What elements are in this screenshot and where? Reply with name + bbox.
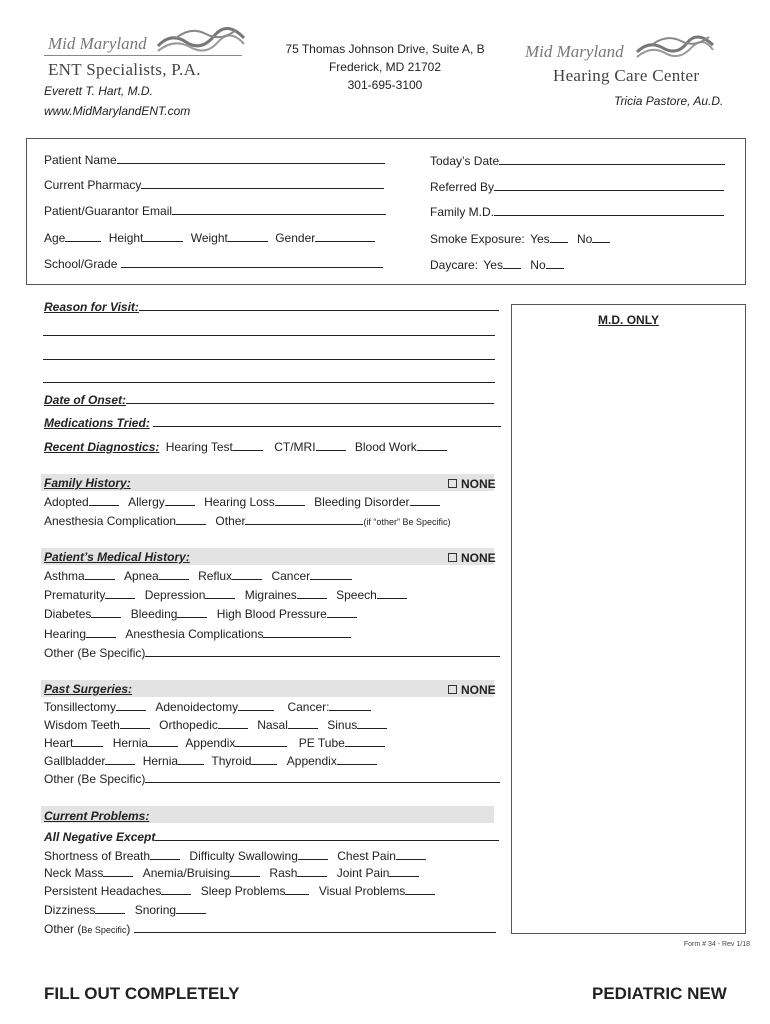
- sob-label: Shortness of Breath: [44, 849, 151, 863]
- hernia-label: Hernia: [112, 736, 149, 750]
- medical-history-title: Patient’s Medical History:: [44, 550, 190, 564]
- anesthesia-complications-field[interactable]: [263, 627, 351, 638]
- patient-name-field[interactable]: [44, 153, 385, 167]
- ent-logo-script: Mid Maryland: [48, 34, 147, 53]
- email-field[interactable]: [44, 204, 386, 218]
- current-problems-row-3: [44, 884, 435, 898]
- todays-date-label: Today’s Date: [430, 154, 500, 168]
- age-field[interactable]: [65, 231, 101, 242]
- phone-number: 301-695-3100: [347, 78, 423, 92]
- rash-label: Rash: [269, 866, 298, 880]
- past-surgeries-row-2: [44, 718, 387, 732]
- address-block: [270, 40, 500, 94]
- rash-field[interactable]: [297, 866, 327, 877]
- medical-history-other-field[interactable]: [44, 646, 500, 660]
- daycare-yes-label: Yes: [483, 258, 503, 272]
- speech-label: Speech: [336, 588, 377, 602]
- family-history-none-checkbox[interactable]: [448, 477, 496, 491]
- appendix-2-field[interactable]: [337, 754, 377, 765]
- website: www.MidMarylandENT.com: [44, 104, 191, 118]
- joint-pain-label: Joint Pain: [336, 866, 390, 880]
- heart-label: Heart: [44, 736, 74, 750]
- asthma-field[interactable]: [85, 569, 115, 580]
- snoring-field[interactable]: [176, 903, 206, 914]
- problems-other-note: Be Specific: [81, 925, 127, 935]
- footer-pediatric-new: PEDIATRIC NEW: [592, 984, 727, 1003]
- audiologist-name: Tricia Pastore, Au.D.: [614, 94, 724, 108]
- prematurity-label: Prematurity: [44, 588, 106, 602]
- nasal-field[interactable]: [288, 718, 318, 729]
- wave-mark-icon: [635, 32, 715, 60]
- address-line-1: 75 Thomas Johnson Drive, Suite A, B: [285, 42, 485, 56]
- hearing-logo-name: Hearing Care Center: [553, 66, 700, 85]
- appendix-field[interactable]: [235, 736, 287, 747]
- sinus-label: Sinus: [327, 718, 358, 732]
- problems-other-close: ): [126, 922, 131, 936]
- all-negative-label: All Negative Except: [44, 830, 156, 844]
- checkbox-icon: [448, 479, 457, 488]
- pharmacy-field[interactable]: [44, 178, 384, 192]
- school-grade-label: School/Grade: [44, 257, 118, 271]
- anemia-label: Anemia/Bruising: [142, 866, 231, 880]
- prematurity-field[interactable]: [105, 588, 135, 599]
- bleeding-label: Bleeding: [130, 607, 178, 621]
- sob-field[interactable]: [150, 849, 180, 860]
- hearing-label: Hearing: [44, 627, 87, 641]
- anesthesia-label: Anesthesia Complication: [44, 514, 177, 528]
- past-surgeries-other-field[interactable]: [44, 772, 500, 786]
- past-surgeries-title: Past Surgeries:: [44, 682, 133, 696]
- smoke-yes-label: Yes: [530, 232, 550, 246]
- daycare-yes-field[interactable]: [503, 258, 521, 269]
- reflux-field[interactable]: [232, 569, 262, 580]
- hbp-field[interactable]: [327, 607, 357, 618]
- medical-other-label: Other (Be Specific): [44, 646, 146, 660]
- family-history-row-2: [44, 514, 450, 528]
- past-surgeries-none-checkbox[interactable]: [448, 683, 496, 697]
- current-problems-row-4: [44, 903, 206, 917]
- ct-mri-label: CT/MRI: [274, 440, 316, 454]
- reason-line-2[interactable]: [43, 335, 495, 336]
- smoke-no-label: No: [576, 232, 593, 246]
- reason-line-3[interactable]: [43, 359, 495, 360]
- adenoidectomy-field[interactable]: [238, 700, 274, 711]
- logo-divider: [44, 55, 242, 56]
- cancer-label: Cancer: [271, 569, 311, 583]
- surgery-cancer-label: Cancer:: [287, 700, 330, 714]
- ent-logo-name: ENT Specialists, P.A.: [48, 60, 201, 79]
- migraines-label: Migraines: [244, 588, 297, 602]
- hearing-logo: [525, 30, 735, 90]
- adenoidectomy-label: Adenoidectomy: [155, 700, 239, 714]
- wisdom-teeth-field[interactable]: [120, 718, 150, 729]
- swallowing-field[interactable]: [298, 849, 328, 860]
- speech-field[interactable]: [377, 588, 407, 599]
- pharmacy-label: Current Pharmacy: [44, 178, 142, 192]
- past-surgeries-row-1: [44, 700, 371, 714]
- past-surgeries-title-text: Past Surgeries: [44, 682, 129, 696]
- height-label: Height: [108, 231, 144, 245]
- pe-tube-label: PE Tube: [298, 736, 345, 750]
- allergy-field[interactable]: [165, 495, 195, 506]
- smoke-yes-field[interactable]: [550, 232, 568, 243]
- neck-mass-label: Neck Mass: [44, 866, 104, 880]
- depression-label: Depression: [144, 588, 206, 602]
- daycare-no-label: No: [530, 258, 546, 272]
- date-of-onset-field[interactable]: Date of Onset:: [44, 393, 494, 407]
- weight-label: Weight: [190, 231, 228, 245]
- surgery-cancer-field[interactable]: [329, 700, 371, 711]
- hearing-loss-field[interactable]: [275, 495, 305, 506]
- family-other-field[interactable]: [245, 514, 363, 525]
- email-label: Patient/Guarantor Email: [44, 204, 173, 218]
- age-label: Age: [44, 231, 66, 245]
- bleeding-disorder-field[interactable]: [410, 495, 440, 506]
- snoring-label: Snoring: [134, 903, 177, 917]
- family-other-label: Other: [215, 514, 246, 528]
- joint-pain-field[interactable]: [389, 866, 419, 877]
- doctor-name: Everett T. Hart, M.D.: [44, 84, 153, 98]
- bleeding-disorder-label: Bleeding Disorder: [314, 495, 410, 509]
- none-label: NONE: [461, 551, 496, 565]
- anesthesia-field[interactable]: [176, 514, 206, 525]
- school-grade-field[interactable]: [44, 257, 383, 271]
- visual-label: Visual Problems: [318, 884, 406, 898]
- tonsillectomy-label: Tonsillectomy: [44, 700, 117, 714]
- hernia-field[interactable]: [148, 736, 178, 747]
- daycare-row: [430, 258, 564, 272]
- pe-tube-field[interactable]: [345, 736, 385, 747]
- current-problems-row-2: [44, 866, 419, 880]
- footer-fill-out: FILL OUT COMPLETELY: [44, 984, 240, 1003]
- none-label: NONE: [461, 683, 496, 697]
- recent-diagnostics-row: Recent Diagnostics: Hearing Test CT/MRI Blood Work: [44, 440, 447, 454]
- medical-history-row-1: [44, 569, 352, 583]
- problems-other-label: Other (: [44, 922, 82, 936]
- current-problems-title-text: Current Problems: [44, 809, 146, 823]
- tonsillectomy-field[interactable]: [116, 700, 146, 711]
- allergy-label: Allergy: [128, 495, 165, 509]
- onset-label: Date of Onset: [44, 393, 123, 407]
- family-history-row-1: [44, 495, 440, 509]
- thyroid-label: Thyroid: [211, 754, 252, 768]
- appendix-2-label: Appendix: [286, 754, 337, 768]
- medical-history-row-3: [44, 607, 357, 621]
- asthma-label: Asthma: [44, 569, 85, 583]
- family-md-label: Family M.D.: [430, 205, 494, 219]
- md-only-label: M.D. ONLY: [598, 313, 659, 327]
- daycare-no-field[interactable]: [546, 258, 564, 269]
- reflux-label: Reflux: [198, 569, 233, 583]
- reason-label: Reason for Visit: [44, 300, 135, 314]
- gallbladder-label: Gallbladder: [44, 754, 106, 768]
- family-history-title-text: Family History: [44, 476, 127, 490]
- diabetes-field[interactable]: [91, 607, 121, 618]
- heart-field[interactable]: [73, 736, 103, 747]
- reason-for-visit-field[interactable]: Reason for Visit:: [44, 300, 499, 314]
- none-label: NONE: [461, 477, 496, 491]
- headaches-field[interactable]: [161, 884, 191, 895]
- chest-pain-field[interactable]: [396, 849, 426, 860]
- smoke-no-field[interactable]: [592, 232, 610, 243]
- past-surgeries-row-3: [44, 736, 385, 750]
- meds-label: Medications Tried: [44, 416, 146, 430]
- chest-pain-label: Chest Pain: [337, 849, 396, 863]
- ent-logo: [44, 20, 249, 80]
- cancer-field[interactable]: [310, 569, 352, 580]
- current-problems-title: Current Problems:: [44, 809, 150, 823]
- past-surgeries-row-4: [44, 754, 377, 768]
- hearing-field[interactable]: [86, 627, 116, 638]
- apnea-label: Apnea: [124, 569, 159, 583]
- diagnostics-label: Recent Diagnostics: [44, 440, 156, 454]
- referred-by-field[interactable]: [430, 180, 724, 194]
- headaches-label: Persistent Headaches: [44, 884, 162, 898]
- daycare-label: Daycare:: [430, 258, 479, 272]
- current-problems-other-field[interactable]: [44, 922, 496, 936]
- apnea-field[interactable]: [159, 569, 189, 580]
- appendix-label: Appendix: [185, 736, 236, 750]
- anesthesia-complications-label: Anesthesia Complications: [125, 627, 264, 641]
- hearing-test-field[interactable]: [233, 440, 263, 451]
- checkbox-icon: [448, 685, 457, 694]
- medical-history-title-text: Patient’s Medical History: [44, 550, 186, 564]
- wisdom-teeth-label: Wisdom Teeth: [44, 718, 120, 732]
- thyroid-field[interactable]: [251, 754, 277, 765]
- visual-field[interactable]: [405, 884, 435, 895]
- family-md-field[interactable]: [430, 205, 724, 219]
- hearing-loss-label: Hearing Loss: [204, 495, 275, 509]
- bleeding-field[interactable]: [177, 607, 207, 618]
- migraines-field[interactable]: [297, 588, 327, 599]
- hearing-test-label: Hearing Test: [165, 440, 233, 454]
- sinus-field[interactable]: [357, 718, 387, 729]
- sleep-label: Sleep Problems: [200, 884, 286, 898]
- orthopedic-label: Orthopedic: [159, 718, 218, 732]
- adopted-field[interactable]: [89, 495, 119, 506]
- gallbladder-field[interactable]: [105, 754, 135, 765]
- depression-field[interactable]: [205, 588, 235, 599]
- sleep-field[interactable]: [285, 884, 309, 895]
- smoke-exposure-row: [430, 232, 610, 246]
- demographics-row: [44, 231, 375, 245]
- current-problems-row-1: [44, 849, 426, 863]
- neck-mass-field[interactable]: [103, 866, 133, 877]
- anemia-field[interactable]: [230, 866, 260, 877]
- adopted-label: Adopted: [44, 495, 89, 509]
- other-note: (if “other” Be Specific): [363, 517, 451, 527]
- all-negative-field[interactable]: [44, 830, 499, 844]
- weight-field[interactable]: [228, 231, 268, 242]
- reason-line-4[interactable]: [43, 382, 495, 383]
- form-number: Form # 34 - Rev 1/18: [683, 941, 750, 948]
- family-history-title: Family History:: [44, 476, 131, 490]
- dizziness-label: Dizziness: [44, 903, 96, 917]
- address-line-2: Frederick, MD 21702: [328, 60, 442, 74]
- orthopedic-field[interactable]: [218, 718, 248, 729]
- blood-work-field[interactable]: [417, 440, 447, 451]
- nasal-label: Nasal: [257, 718, 288, 732]
- diabetes-label: Diabetes: [44, 607, 92, 621]
- patient-name-label: Patient Name: [44, 153, 117, 167]
- md-only-box: [511, 304, 746, 934]
- hernia-2-field[interactable]: [178, 754, 204, 765]
- surgeries-other-label: Other (Be Specific): [44, 772, 146, 786]
- ct-mri-field[interactable]: [316, 440, 346, 451]
- blood-work-label: Blood Work: [354, 440, 417, 454]
- medications-tried-field[interactable]: Medications Tried:: [44, 416, 501, 430]
- todays-date-field[interactable]: [430, 154, 725, 168]
- medical-history-row-2: [44, 588, 407, 602]
- hearing-logo-script: Mid Maryland: [525, 42, 624, 61]
- gender-field[interactable]: [315, 231, 375, 242]
- dizziness-field[interactable]: [95, 903, 125, 914]
- swallowing-label: Difficulty Swallowing: [189, 849, 298, 863]
- medical-history-row-4: [44, 627, 351, 641]
- height-field[interactable]: [143, 231, 183, 242]
- smoke-exposure-label: Smoke Exposure:: [430, 232, 525, 246]
- medical-history-none-checkbox[interactable]: [448, 551, 496, 565]
- wave-mark-icon: [156, 24, 246, 54]
- hernia-2-label: Hernia: [142, 754, 179, 768]
- hbp-label: High Blood Pressure: [216, 607, 327, 621]
- checkbox-icon: [448, 553, 457, 562]
- gender-label: Gender: [275, 231, 316, 245]
- referred-by-label: Referred By: [430, 180, 495, 194]
